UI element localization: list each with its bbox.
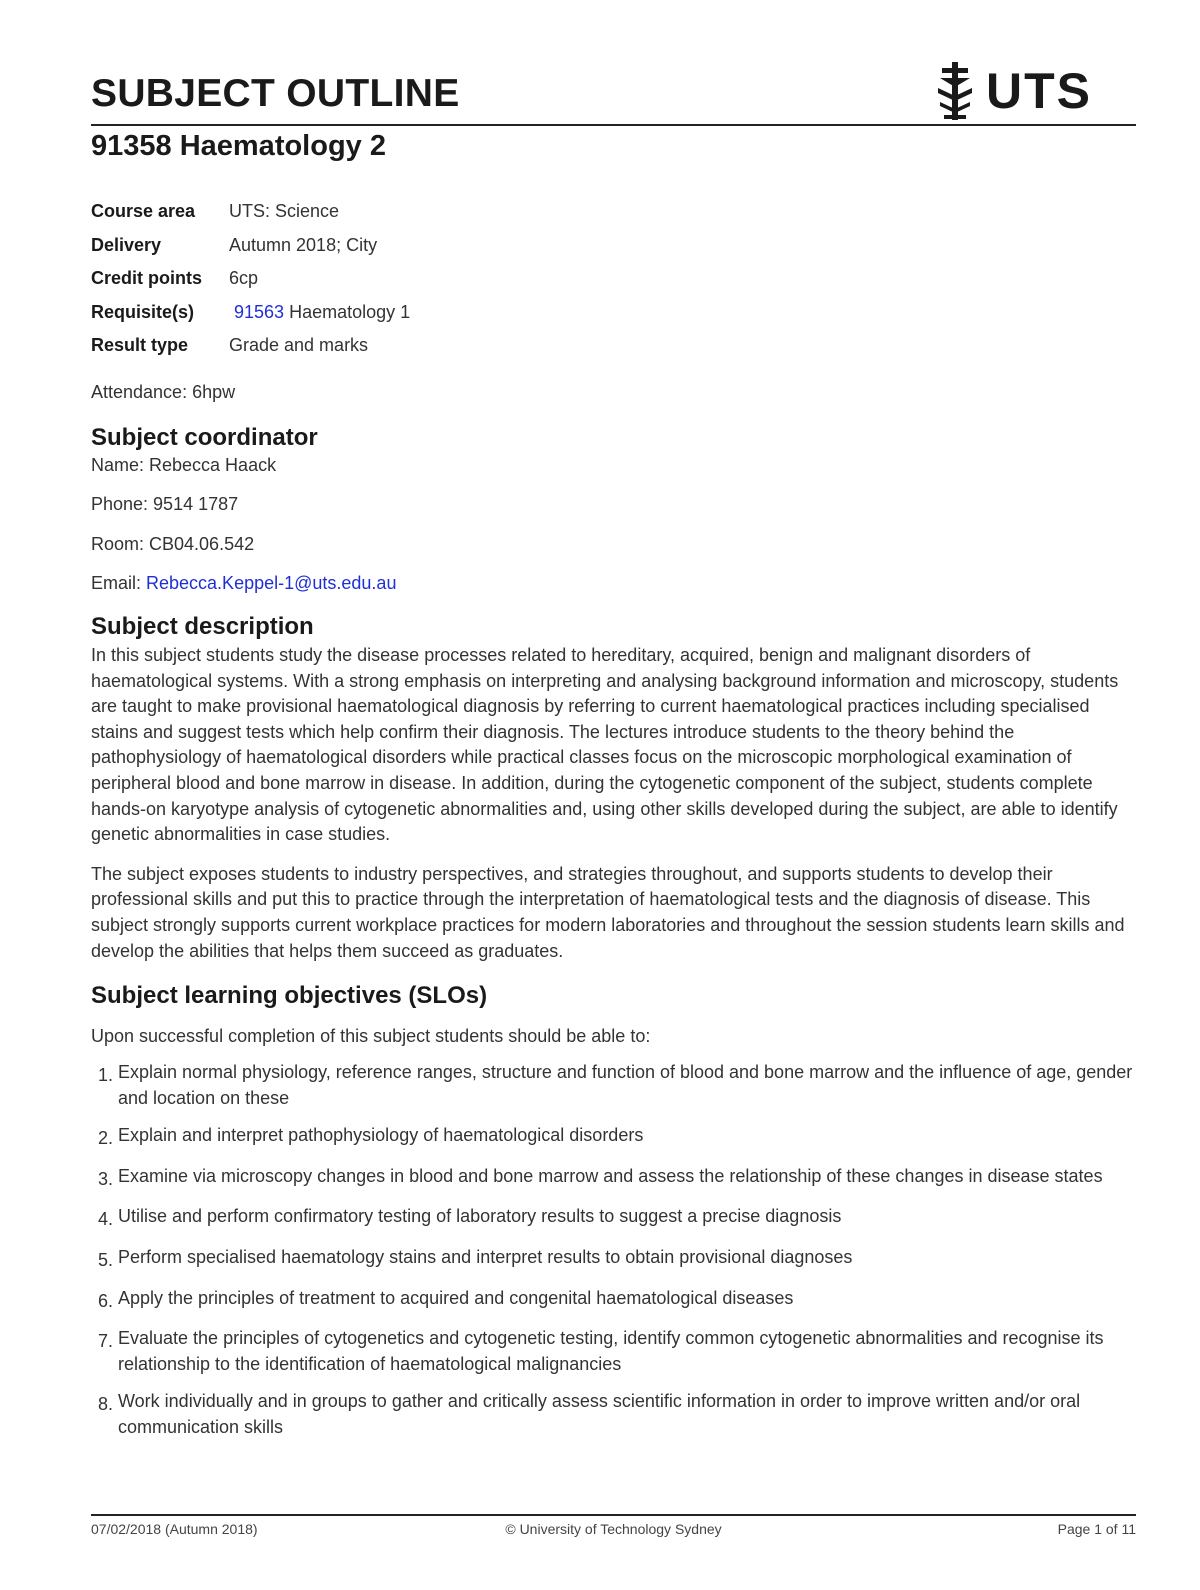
detail-row-result-type <box>91 329 410 363</box>
document-title: SUBJECT OUTLINE <box>91 72 460 115</box>
footer-date: 07/02/2018 (Autumn 2018) <box>91 1521 258 1537</box>
subject-title: 91358 Haematology 2 <box>91 130 386 162</box>
detail-row-course-area <box>91 195 410 229</box>
attendance: Attendance: 6hpw <box>91 382 236 402</box>
slo-intro: Upon successful completion of this subject students should be able to: <box>91 1026 651 1046</box>
slo-item <box>91 1326 1136 1377</box>
slo-item <box>91 1389 1136 1440</box>
footer-copyright: © University of Technology Sydney <box>505 1521 722 1537</box>
email-label: Email: <box>91 572 147 593</box>
footer-page-number: Page 1 of 11 <box>1057 1521 1136 1537</box>
subject-details <box>91 195 410 363</box>
detail-value: Grade and marks <box>229 335 369 356</box>
slo-item <box>91 1123 1136 1152</box>
coordinator-email-row <box>91 573 396 612</box>
slo-text: Apply the principles of treatment to acquired and congenital haematological diseases <box>118 1287 794 1308</box>
slo-item <box>91 1204 1136 1233</box>
slo-number: 5. <box>98 1249 114 1270</box>
header <box>91 63 1136 126</box>
slo-text: Utilise and perform confirmatory testing of laboratory results to suggest a precise diagnosis <box>118 1206 842 1227</box>
slo-text: Evaluate the principles of cytogenetics and cytogenetic testing, identify common cytogenetic abnormalities and recognise its relationship to the identification of haematological malignancies <box>118 1328 1104 1374</box>
coordinator-phone: Phone: 9514 1787 <box>91 494 239 515</box>
slo-number: 3. <box>98 1168 114 1189</box>
slo-text: Perform specialised haematology stains and interpret results to obtain provisional diagnoses <box>118 1246 853 1267</box>
detail-value <box>229 302 410 323</box>
detail-value: UTS: Science <box>229 201 340 222</box>
slo-text: Explain and interpret pathophysiology of haematological disorders <box>118 1125 644 1146</box>
slo-number: 2. <box>98 1128 114 1149</box>
header-divider <box>91 124 1136 126</box>
coordinator-heading: Subject coordinator <box>91 424 318 451</box>
uts-crest-icon <box>934 62 976 120</box>
slo-text: Explain normal physiology, reference ranges, structure and function of blood and bone marrow and the influence of age, gender and location on these <box>118 1062 1133 1108</box>
requisite-name: Haematology 1 <box>284 301 411 322</box>
detail-row-requisites <box>91 296 410 330</box>
description-paragraph: The subject exposes students to industry perspectives, and strategies throughout, and supports students to develop their professional skills and put this to practice through the interpretation of haematological tests and the diagnosis of disease. This subject strongly supports current workplace practices for modern laboratories and throughout the session students learn skills and develop the abilities that helps them succeed as graduates. <box>91 863 1125 961</box>
detail-label: Result type <box>91 335 189 356</box>
detail-value: Autumn 2018; City <box>229 234 378 255</box>
slo-item <box>91 1286 1136 1315</box>
coordinator-details <box>91 455 396 612</box>
detail-value: 6cp <box>229 268 259 289</box>
slo-item <box>91 1245 1136 1274</box>
slo-number: 8. <box>98 1394 114 1415</box>
description-paragraph: In this subject students study the disease processes related to hereditary, acquired, benign and malignant disorders of haematological systems. With a strong emphasis on interpreting and analysing background information and microscopy, students are taught to make provisional haematological diagnosis by referring to current haematological practices including specialised stains and suggest tests which help confirm their diagnosis. The lectures introduce students to the theory behind the pathophysiology of haematological disorders while practical classes focus on the microscopic morphological examination of peripheral blood and bone marrow in disease. In addition, during the cytogenetic component of the subject, students complete hands-on karyotype analysis of cytogenetic abnormalities and, using other skills developed during the subject, are able to identify genetic abnormalities in case studies. <box>91 645 1119 845</box>
slo-number: 7. <box>98 1331 114 1352</box>
footer-divider <box>91 1514 1136 1516</box>
email-link[interactable]: Rebecca.Keppel-1@uts.edu.au <box>146 572 397 593</box>
detail-label: Requisite(s) <box>91 301 195 322</box>
detail-label: Course area <box>91 201 196 222</box>
slo-number: 4. <box>98 1209 114 1230</box>
detail-label: Delivery <box>91 234 162 255</box>
detail-label: Credit points <box>91 268 202 289</box>
logo-text: UTS <box>986 63 1092 119</box>
uts-logo <box>934 62 1092 120</box>
slo-list <box>91 1060 1136 1453</box>
requisite-link[interactable]: 91563 <box>234 301 285 322</box>
slo-text: Work individually and in groups to gather and critically assess scientific information in order to improve written and/or oral communication skills <box>118 1391 1081 1437</box>
footer <box>91 1521 1136 1541</box>
description-heading: Subject description <box>91 613 314 640</box>
subject-description <box>91 643 1136 978</box>
slo-item <box>91 1060 1136 1111</box>
coordinator-name: Name: Rebecca Haack <box>91 455 277 475</box>
slo-heading: Subject learning objectives (SLOs) <box>91 982 488 1009</box>
detail-row-delivery <box>91 229 410 263</box>
slo-number: 1. <box>98 1065 114 1085</box>
slo-text: Examine via microscopy changes in blood and bone marrow and assess the relationship of these changes in disease states <box>118 1165 1103 1186</box>
slo-item <box>91 1164 1136 1193</box>
slo-number: 6. <box>98 1290 114 1311</box>
coordinator-room: Room: CB04.06.542 <box>91 533 255 554</box>
detail-row-credit-points <box>91 262 410 296</box>
